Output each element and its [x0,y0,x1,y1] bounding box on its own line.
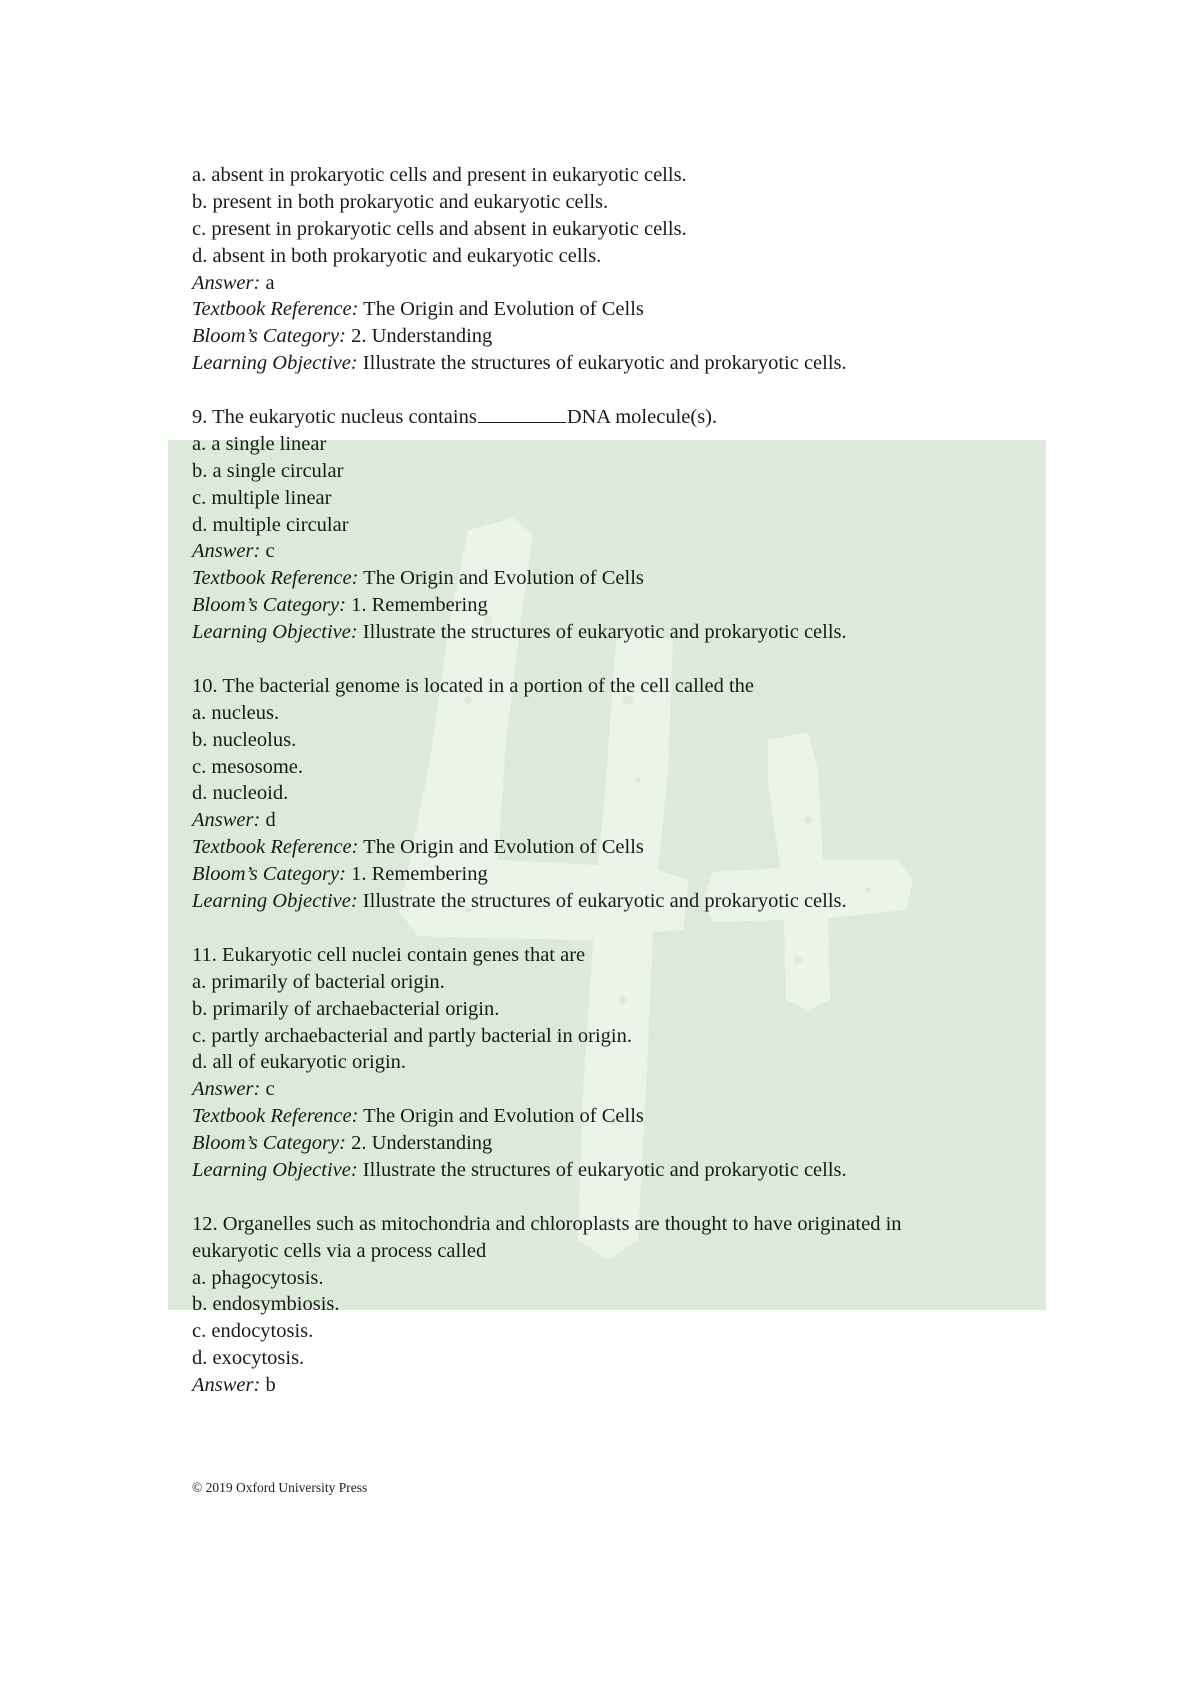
option-a: a. phagocytosis. [192,1266,324,1289]
option-c: c. mesosome. [192,755,304,778]
option-d: d. all of eukaryotic origin. [192,1051,407,1074]
question-9 [192,404,1052,646]
reference-label: Textbook Reference: [192,567,359,590]
answer-label: Answer: [192,1078,261,1101]
reference-line [192,834,1052,861]
objective-label: Learning Objective: [192,621,358,644]
option-c: c. multiple linear [192,486,332,509]
option-a: a. absent in prokaryotic cells and present in eukaryotic cells. [192,164,687,186]
option-d: d. absent in both prokaryotic and eukaryotic cells. [192,244,602,267]
answer-value: a [265,271,275,294]
question-11 [192,942,1052,1184]
reference-line [192,1103,1052,1130]
answer-line [192,807,1052,834]
question-stem-line-2: eukaryotic cells via a process called [192,1239,487,1262]
question-stem: 11. Eukaryotic cell nuclei contain genes that are [192,943,586,966]
question-8 [192,162,1052,377]
option-c: c. partly archaebacterial and partly bacterial in origin. [192,1024,632,1047]
objective-label: Learning Objective: [192,1158,358,1181]
option-a: a. nucleus. [192,701,280,724]
option-b: b. a single circular [192,459,344,482]
answer-line [192,270,1052,297]
bloom-label: Bloom’s Category: [192,325,346,348]
answer-label: Answer: [192,271,261,294]
answer-line [192,1076,1052,1103]
answer-value: c [265,540,275,563]
bloom-line [192,1130,1052,1157]
question-stem [192,404,1052,431]
reference-value: The Origin and Evolution of Cells [363,836,644,859]
option-d: d. exocytosis. [192,1347,305,1370]
answer-line [192,538,1052,565]
bloom-value: 1. Remembering [351,863,488,886]
answer-value: c [265,1078,275,1101]
option-a: a. primarily of bacterial origin. [192,970,445,993]
objective-line [192,1157,1052,1184]
objective-value: Illustrate the structures of eukaryotic and prokaryotic cells. [362,890,847,913]
question-list [192,162,1052,1399]
objective-value: Illustrate the structures of eukaryotic and prokaryotic cells. [362,1158,847,1181]
option-d: d. multiple circular [192,513,349,536]
bloom-line [192,861,1052,888]
stem-before-blank: 9. The eukaryotic nucleus contains [192,406,477,429]
question-12 [192,1211,1052,1399]
option-a: a. a single linear [192,432,327,455]
reference-line [192,296,1052,323]
reference-label: Textbook Reference: [192,836,359,859]
bloom-label: Bloom’s Category: [192,594,346,617]
option-b: b. nucleolus. [192,728,297,751]
fill-in-blank [478,404,566,423]
objective-line [192,619,1052,646]
reference-line [192,565,1052,592]
reference-label: Textbook Reference: [192,1105,359,1128]
bloom-line [192,323,1052,350]
bloom-label: Bloom’s Category: [192,863,346,886]
bloom-label: Bloom’s Category: [192,1132,346,1155]
answer-value: d [265,809,276,832]
option-c: c. present in prokaryotic cells and absent in eukaryotic cells. [192,217,687,240]
question-10 [192,673,1052,915]
objective-label: Learning Objective: [192,352,358,375]
option-b: b. endosymbiosis. [192,1293,340,1316]
bloom-line [192,592,1052,619]
answer-label: Answer: [192,1374,261,1397]
objective-value: Illustrate the structures of eukaryotic and prokaryotic cells. [362,621,847,644]
option-b: b. present in both prokaryotic and eukaryotic cells. [192,190,609,213]
objective-label: Learning Objective: [192,890,358,913]
option-c: c. endocytosis. [192,1320,314,1343]
reference-label: Textbook Reference: [192,298,359,321]
objective-line [192,350,1052,377]
answer-value: b [265,1374,276,1397]
answer-label: Answer: [192,540,261,563]
objective-line [192,888,1052,915]
reference-value: The Origin and Evolution of Cells [363,1105,644,1128]
option-b: b. primarily of archaebacterial origin. [192,997,500,1020]
copyright-footer: © 2019 Oxford University Press [192,1480,368,1495]
answer-label: Answer: [192,809,261,832]
option-d: d. nucleoid. [192,782,289,805]
bloom-value: 2. Understanding [351,1132,493,1155]
objective-value: Illustrate the structures of eukaryotic and prokaryotic cells. [362,352,847,375]
answer-line [192,1372,1052,1399]
bloom-value: 2. Understanding [351,325,493,348]
reference-value: The Origin and Evolution of Cells [363,567,644,590]
stem-after-blank: DNA molecule(s). [566,406,718,429]
question-stem-line-1: 12. Organelles such as mitochondria and chloroplasts are thought to have originated in [192,1212,902,1235]
bloom-value: 1. Remembering [351,594,488,617]
question-stem: 10. The bacterial genome is located in a portion of the cell called the [192,674,755,697]
reference-value: The Origin and Evolution of Cells [363,298,644,321]
